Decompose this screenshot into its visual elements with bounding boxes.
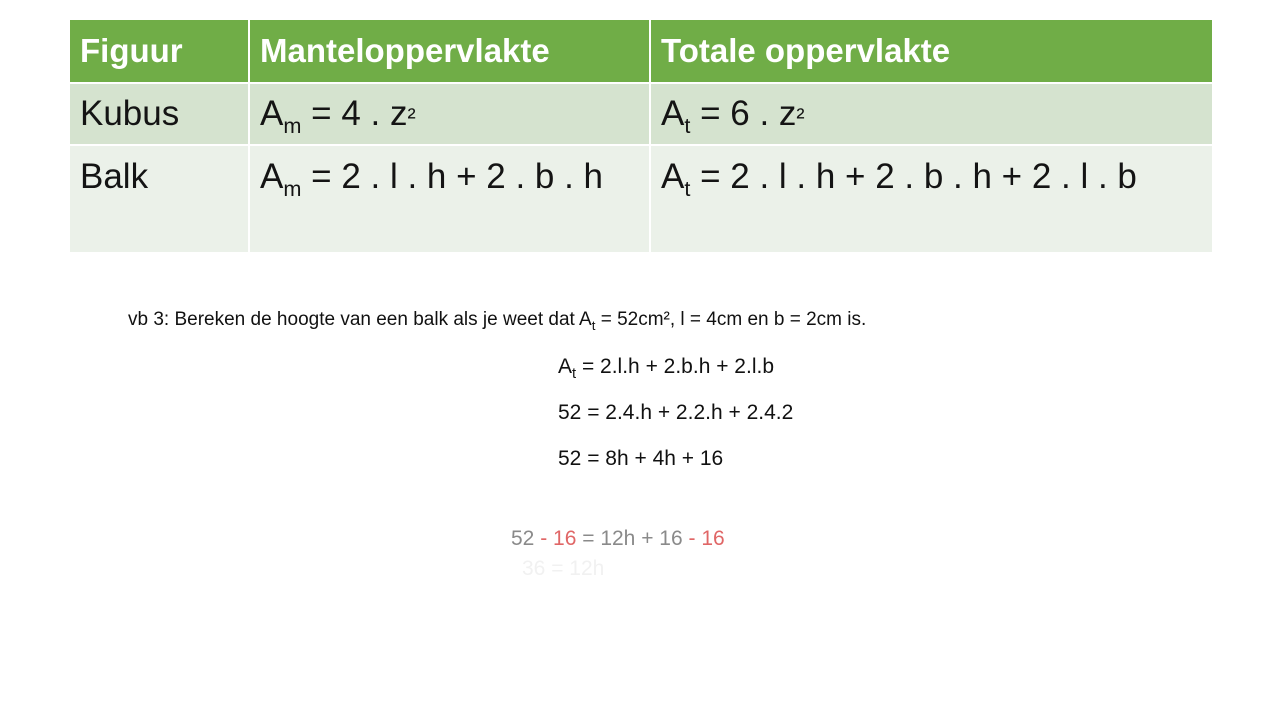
cell-cuboid-mantle-formula — [249, 145, 650, 253]
question-subscript: t — [591, 317, 596, 333]
step-accent: - 16 — [540, 527, 577, 550]
formula-subscript: m — [283, 176, 302, 202]
step-expression: = 2.l.h + 2.b.h + 2.l.b — [576, 355, 774, 378]
cell-cuboid-total-formula — [650, 145, 1213, 253]
cell-cube-total-formula — [650, 83, 1213, 145]
table-row — [69, 145, 1213, 253]
formula-expression: = 6 . z — [690, 94, 797, 133]
formula-superscript: ² — [796, 104, 805, 131]
formula-expression: = 2 . l . h + 2 . b . h — [301, 157, 604, 196]
solution-steps — [558, 353, 793, 491]
cell-figure-cuboid: Balk — [69, 145, 249, 253]
formula-subscript: m — [283, 113, 302, 139]
solution-step-appearing: 36 = 12h — [522, 557, 605, 580]
formula-symbol: A — [260, 94, 284, 133]
table-row — [69, 83, 1213, 145]
cell-cube-mantle-formula — [249, 83, 650, 145]
solution-step-subtract — [511, 525, 725, 553]
formula-table — [68, 18, 1214, 254]
step-text: 52 — [511, 527, 541, 550]
solution-step-simplified: 52 = 8h + 4h + 16 — [558, 447, 724, 470]
solution-step-formula — [558, 353, 793, 399]
formula-subscript: t — [684, 176, 691, 202]
formula-expression: = 4 . z — [301, 94, 408, 133]
header-total-area: Totale oppervlakte — [650, 19, 1213, 83]
cell-figure-cube: Kubus — [69, 83, 249, 145]
question-text-start: vb 3: Bereken de hoogte van een balk als je weet dat A — [128, 309, 592, 330]
formula-symbol: A — [661, 157, 685, 196]
header-mantle-area: Manteloppervlakte — [249, 19, 650, 83]
formula-expression: = 2 . l . h + 2 . b . h + 2 . l . b — [690, 157, 1137, 196]
step-text: = 12h + 16 — [576, 527, 689, 550]
formula-symbol: A — [260, 157, 284, 196]
header-figure: Figuur — [69, 19, 249, 83]
table-header-row — [69, 19, 1213, 83]
solution-step-substitution: 52 = 2.4.h + 2.2.h + 2.4.2 — [558, 401, 794, 424]
question-text-end: = 52cm², l = 4cm en b = 2cm is. — [595, 309, 867, 330]
step-symbol: A — [558, 355, 573, 378]
step-subscript: t — [572, 366, 577, 383]
example-question — [128, 306, 866, 334]
formula-superscript: ² — [407, 104, 416, 131]
step-accent: - 16 — [688, 527, 725, 550]
formula-subscript: t — [684, 113, 691, 139]
formula-symbol: A — [661, 94, 685, 133]
